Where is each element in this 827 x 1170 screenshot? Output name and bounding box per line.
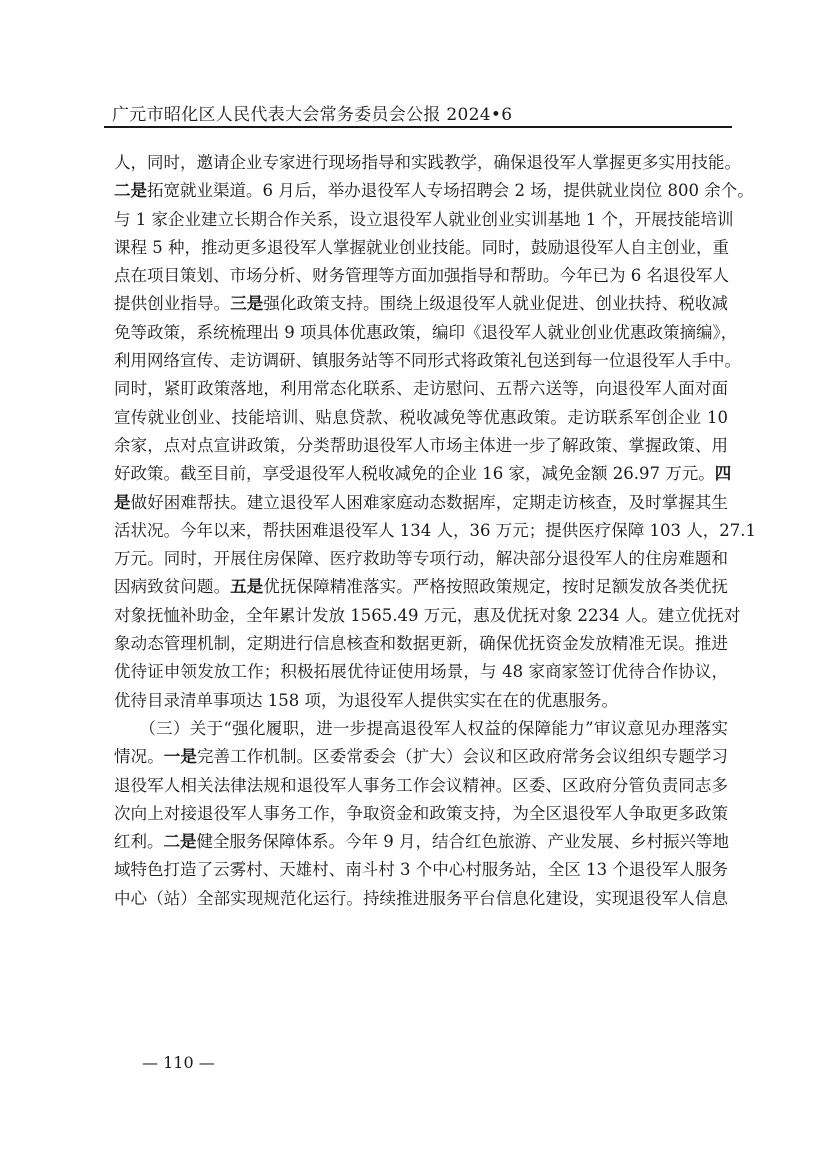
page-number: — 110 — <box>142 1053 215 1072</box>
text-run: 好政策。截至目前，享受退役军人税收减免的企业 16 家，减免金额 26.97 万元。 <box>114 464 715 484</box>
bold-lead-phrase: 二是 <box>163 832 197 852</box>
text-run: 健全服务保障体系。今年 9 月，结合红色旅游、产业发展、乡村振兴等地 <box>196 832 729 852</box>
text-line <box>114 602 741 630</box>
text-run: 因病致贫问题。 <box>114 577 231 597</box>
text-run: 对象抚恤补助金，全年累计发放 1565.49 万元，惠及优抚对象 2234 人。建立优抚对 <box>114 605 741 625</box>
text-line <box>114 149 741 177</box>
text-run: 宣传就业创业、技能培训、贴息贷款、税收减免等优惠政策。走访联系军创企业 10 <box>114 407 728 427</box>
text-run: 优抚保障精准落实。严格按照政策规定，按时足额发放各类优抚 <box>263 577 729 597</box>
text-run: 退役军人相关法律法规和退役军人事务工作会议精神。区委、区政府分管负责同志多 <box>114 775 728 795</box>
bold-lead-phrase: 三是 <box>230 294 264 314</box>
body-text <box>114 149 756 913</box>
bold-lead-phrase: 四 <box>714 464 732 484</box>
text-line <box>114 658 728 686</box>
text-line <box>114 460 732 488</box>
bold-lead-phrase: 二是 <box>114 181 147 201</box>
text-line <box>114 687 728 715</box>
bold-lead-phrase: 五是 <box>230 577 264 597</box>
text-run: 完善工作机制。区委常委会（扩大）会议和区政府常务会议组织专题学习 <box>197 747 729 767</box>
text-run: 余家，点对点宣讲政策，分类帮助退役军人市场主体进一步了解政策、掌握政策、用 <box>114 435 728 455</box>
text-line <box>114 347 741 375</box>
text-run: 优待目录清单事项达 158 项，为退役军人提供实实在在的优惠服务。 <box>114 690 618 710</box>
text-line <box>114 772 728 800</box>
text-line <box>114 856 728 884</box>
text-line <box>114 404 728 432</box>
text-run: 人，同时，邀请企业专家进行现场指导和实践教学，确保退役军人掌握更多实用技能。 <box>114 153 741 172</box>
text-line <box>114 262 728 290</box>
text-line <box>114 290 728 318</box>
text-run: （三）关于“强化履职，进一步提高退役军人权益的保障能力”审议意见办理落实 <box>114 718 728 738</box>
text-run: 点在项目策划、市场分析、财务管理等方面加强指导和帮助。今年已为 6 名退役军人 <box>114 266 729 286</box>
text-line <box>114 545 728 573</box>
text-line <box>114 234 728 262</box>
text-run: 利用网络宣传、走访调研、镇服务站等不同形式将政策礼包送到每一位退役军人手中。 <box>114 351 741 371</box>
text-line <box>114 489 728 517</box>
text-run: 课程 5 种，推动更多退役军人掌握就业创业技能。同时，鼓励退役军人自主创业，重 <box>114 237 729 257</box>
text-run: 优待证申领发放工作；积极拓展优待证使用场景，与 48 家商家签订优待合作协议， <box>114 662 728 682</box>
text-line <box>114 800 728 828</box>
text-run: 红利。 <box>114 832 164 852</box>
text-line <box>114 432 728 460</box>
text-line <box>114 715 728 743</box>
text-line <box>114 206 734 234</box>
header-divider <box>104 126 732 128</box>
text-line <box>114 375 728 403</box>
text-run: 提供创业指导。 <box>114 294 231 314</box>
text-run: 情况。 <box>114 747 164 767</box>
text-run: 免等政策，系统梳理出 9 项具体优惠政策，编印《退役军人就业创业优惠政策摘编》， <box>114 322 738 342</box>
bold-lead-phrase: 一是 <box>163 747 197 767</box>
text-run: 域特色打造了云雾村、天雄村、南斗村 3 个中心村服务站，全区 13 个退役军人服务 <box>114 860 728 880</box>
text-run: 活状况。今年以来，帮扶困难退役军人 134 人，36 万元；提供医疗保障 103 人，27.1 <box>114 520 756 540</box>
text-run: 做好困难帮扶。建立退役军人困难家庭动态数据库，定期走访核查，及时掌握其生 <box>130 492 729 512</box>
text-line <box>114 885 728 913</box>
text-run: 强化政策支持。围绕上级退役军人就业促进、创业扶持、税收减 <box>263 294 729 314</box>
text-line <box>114 573 728 601</box>
text-run: 与 1 家企业建立长期合作关系，设立退役军人就业创业实训基地 1 个，开展技能培训 <box>114 209 734 229</box>
text-run: 象动态管理机制，定期进行信息核查和数据更新，确保优抚资金发放精准无误。推进 <box>114 634 728 654</box>
text-line <box>114 828 728 856</box>
text-run: 万元。同时，开展住房保障、医疗救助等专项行动，解决部分退役军人的住房难题和 <box>114 549 728 569</box>
text-line <box>114 743 728 771</box>
text-run: 拓宽就业渠道。6 月后，举办退役军人专场招聘会 2 场，提供就业岗位 800 余个。 <box>147 181 754 201</box>
text-line <box>114 517 756 545</box>
text-run: 同时，紧盯政策落地，利用常态化联系、走访慰问、五帮六送等，向退役军人面对面 <box>114 379 728 399</box>
text-line <box>114 319 738 347</box>
text-line <box>114 630 728 658</box>
bulletin-header-title: 广元市昭化区人民代表大会常务委员会公报 2024•6 <box>112 105 513 125</box>
text-line <box>114 177 754 205</box>
bold-lead-phrase: 是 <box>114 492 131 512</box>
text-run: 次向上对接退役军人事务工作，争取资金和政策支持，为全区退役军人争取更多政策 <box>114 803 728 823</box>
text-run: 中心（站）全部实现规范化运行。持续推进服务平台信息化建设，实现退役军人信息 <box>114 888 728 908</box>
